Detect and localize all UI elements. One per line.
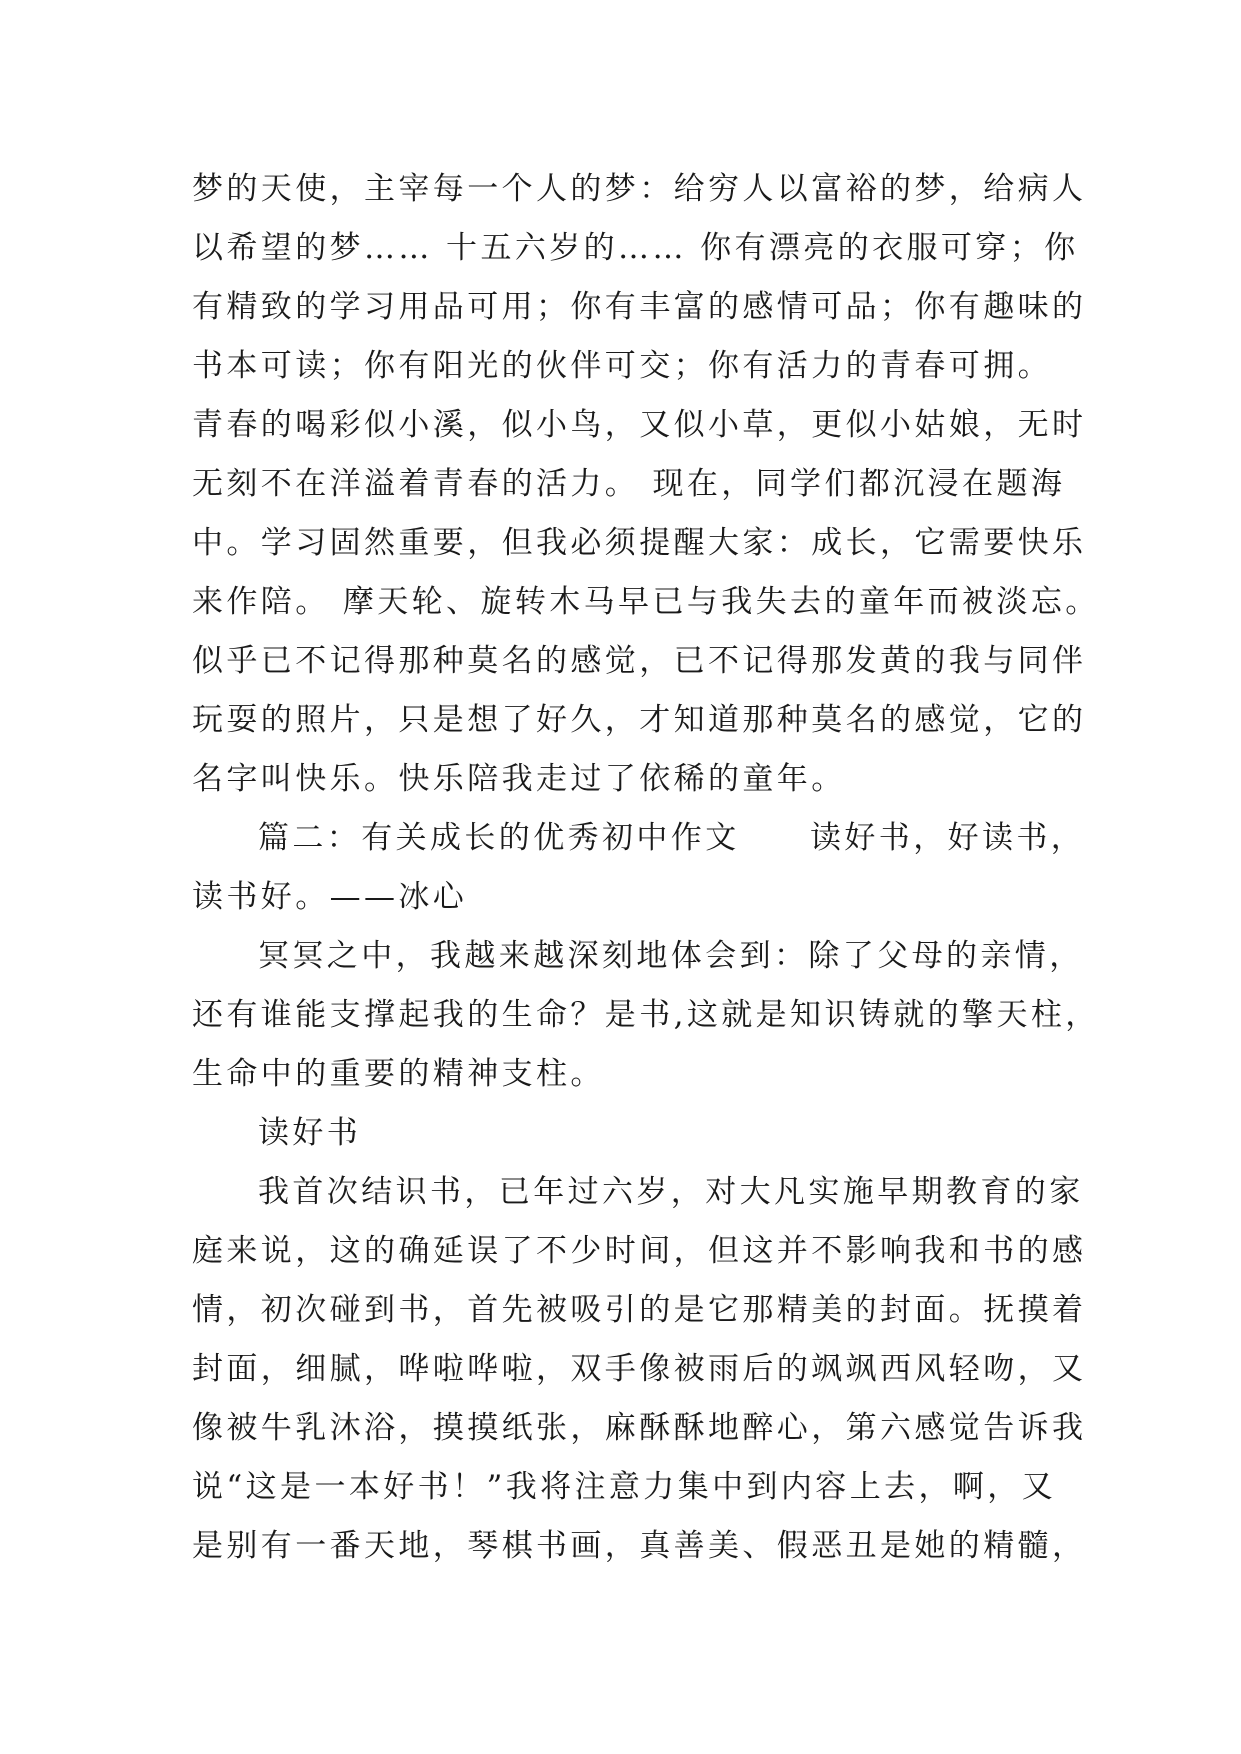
epigraph-quote-end: 读书好。——冰心 <box>192 879 468 915</box>
text-line: 书本可读；你有阳光的伙伴可交；你有活力的青春可拥。 <box>192 348 1052 384</box>
text-line: 冥冥之中，我越来越深刻地体会到：除了父母的亲情， <box>258 938 1084 974</box>
text-line: 是别有一番天地，琴棋书画，真善美、假恶丑是她的精髓， <box>192 1528 1087 1564</box>
text-line: 梦的天使，主宰每一个人的梦：给穷人以富裕的梦，给病人 <box>192 171 1087 207</box>
epigraph-quote-start: 读好书，好读书， <box>810 820 1086 856</box>
text-line: 名字叫快乐。快乐陪我走过了依稀的童年。 <box>192 761 846 797</box>
section-title: 篇二：有关成长的优秀初中作文 <box>258 820 740 856</box>
text-line: 无刻不在洋溢着青春的活力。 现在，同学们都沉浸在题海 <box>192 466 1066 502</box>
subheading: 读好书 <box>258 1115 362 1151</box>
text-line: 似乎已不记得那种莫名的感觉，已不记得那发黄的我与同伴 <box>192 643 1087 679</box>
text-line: 有精致的学习用品可用；你有丰富的感情可品；你有趣味的 <box>192 289 1087 325</box>
document-body <box>192 160 1100 1576</box>
text-line: 中。学习固然重要，但我必须提醒大家：成长，它需要快乐 <box>192 525 1087 561</box>
text-line: 封面，细腻，哗啦哗啦，双手像被雨后的飒飒西风轻吻，又 <box>192 1351 1087 1387</box>
text-line: 庭来说，这的确延误了不少时间，但这并不影响我和书的感 <box>192 1233 1087 1269</box>
text-line: 说“这是一本好书！”我将注意力集中到内容上去，啊，又 <box>192 1469 1057 1505</box>
text-line: 还有谁能支撑起我的生命？是书,这就是知识铸就的擎天柱， <box>192 997 1100 1033</box>
text-line: 青春的喝彩似小溪，似小鸟，又似小草，更似小姑娘，无时 <box>192 407 1087 443</box>
text-line: 我首次结识书，已年过六岁，对大凡实施早期教育的家 <box>258 1174 1084 1210</box>
text-line: 来作陪。 摩天轮、旋转木马早已与我失去的童年而被淡忘。 <box>192 584 1100 620</box>
text-line: 以希望的梦…… 十五六岁的…… 你有漂亮的衣服可穿；你 <box>192 230 1079 266</box>
text-line: 玩耍的照片，只是想了好久，才知道那种莫名的感觉，它的 <box>192 702 1087 738</box>
text-line: 像被牛乳沐浴，摸摸纸张，麻酥酥地醉心，第六感觉告诉我 <box>192 1410 1087 1446</box>
section-heading <box>192 809 1086 868</box>
text-line: 情，初次碰到书，首先被吸引的是它那精美的封面。抚摸着 <box>192 1292 1087 1328</box>
text-line: 生命中的重要的精神支柱。 <box>192 1056 605 1092</box>
